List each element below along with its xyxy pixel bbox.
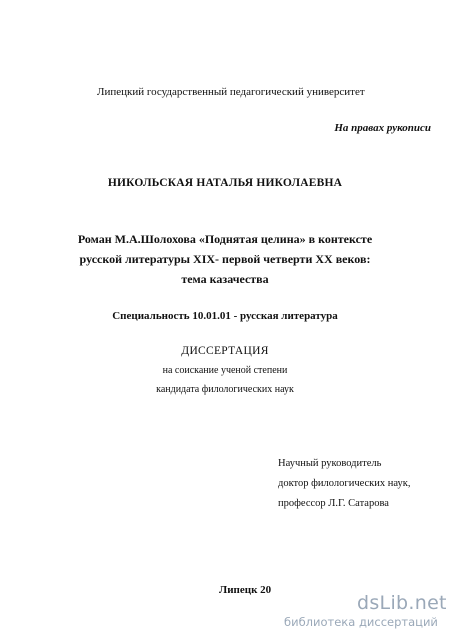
dissertation-heading: ДИССЕРТАЦИЯ xyxy=(181,345,269,357)
watermark-brand: dsLib.net xyxy=(357,592,447,614)
adviser-name: профессор Л.Г. Сатарова xyxy=(278,498,389,509)
adviser-role: Научный руководитель xyxy=(278,458,382,469)
author-name: НИКОЛЬСКАЯ НАТАЛЬЯ НИКОЛАЕВНА xyxy=(107,177,343,189)
watermark-tagline: библиотека диссертаций xyxy=(284,615,438,629)
degree-line-2: кандидата филологических наук xyxy=(156,384,294,395)
university-name: Липецкий государственный педагогический университет xyxy=(97,86,365,98)
dissertation-title xyxy=(0,229,450,289)
title-line-2: русской литературы XIX- первой четверти XX веков: xyxy=(79,252,371,266)
specialty: Специальность 10.01.01 - русская литература xyxy=(112,310,338,322)
degree-line-1: на соискание ученой степени xyxy=(162,365,288,376)
title-line-3: тема казачества xyxy=(181,272,269,286)
title-line-1: Роман М.А.Шолохова «Поднятая целина» в контексте xyxy=(77,232,373,246)
adviser-degree: доктор филологических наук, xyxy=(278,478,411,489)
manuscript-rights-note: На правах рукописи xyxy=(334,122,431,134)
city-year: Липецк 20 xyxy=(219,584,272,596)
